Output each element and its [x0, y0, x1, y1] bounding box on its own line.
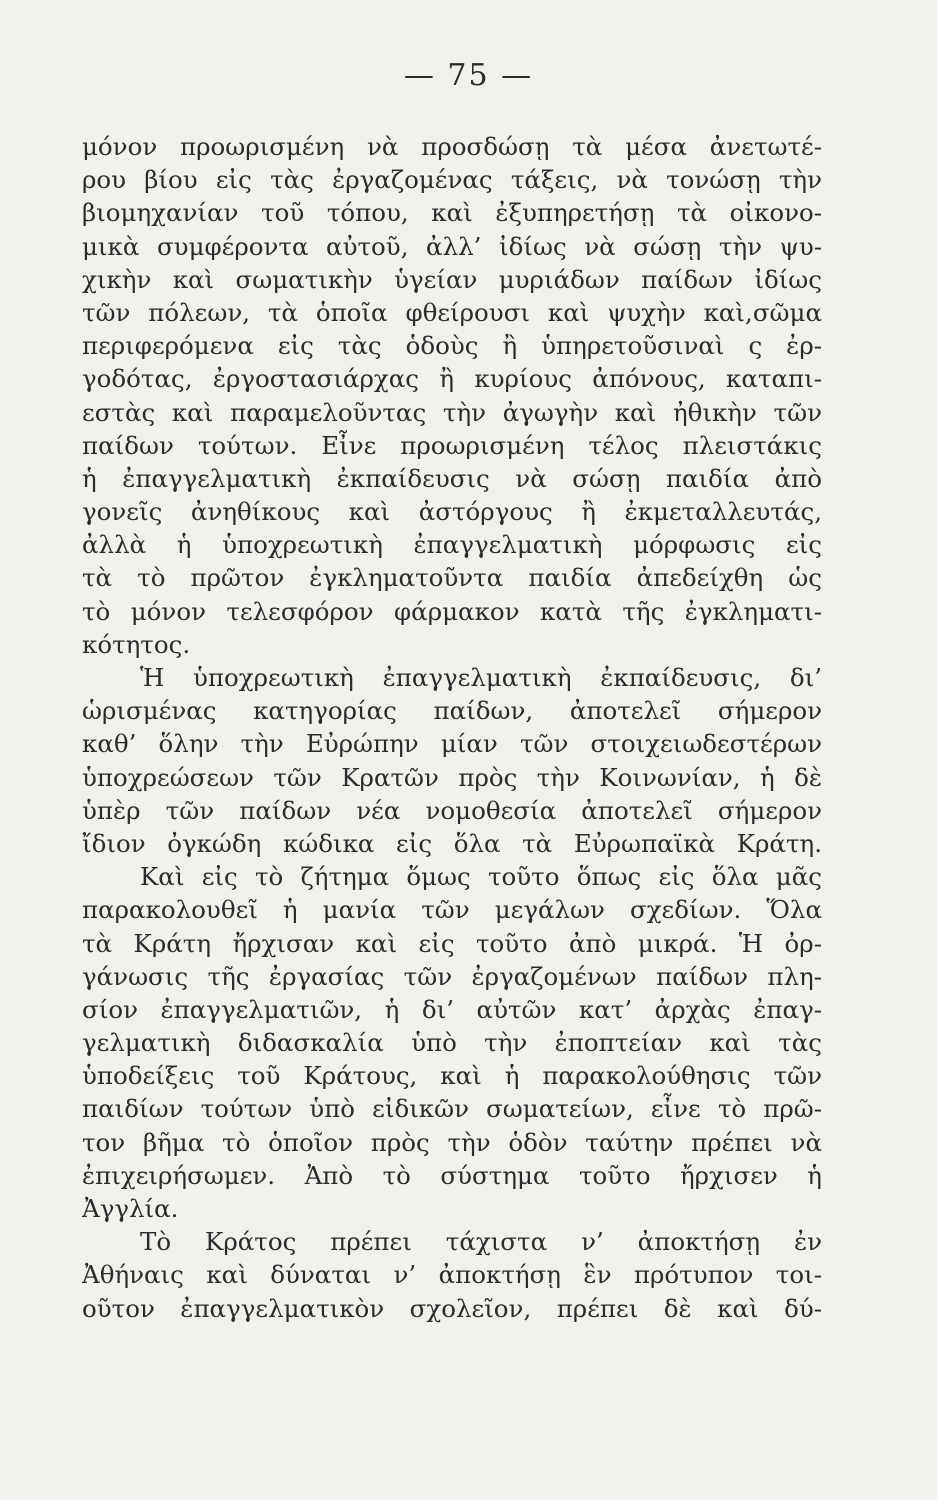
text-line: κότητος. — [82, 629, 191, 659]
text-line: περιφερόμενα εἰς τὰς ὁδοὺς ἢ ὑπηρετοῦσιναὶ ς ἐρ- — [82, 331, 822, 361]
text-line: γελματικὴ διδασκαλία ὑπὸ τὴν ἐποπτείαν καὶ τὰς — [82, 1028, 822, 1058]
text-line: ὑπὲρ τῶν παίδων νέα νομοθεσία ἀποτελεῖ σήμερον — [82, 795, 822, 825]
text-line: ὑποδείξεις τοῦ Κράτους, καὶ ἡ παρακολούθησις τῶν — [82, 1061, 822, 1091]
page-number: — 75 — — [403, 58, 534, 93]
text-line: γονεῖς ἀνηθίκους καὶ ἀστόργους ἢ ἐκμεταλλευτάς, — [82, 497, 822, 527]
text-line: χικὴν καὶ σωματικὴν ὑγείαν μυριάδων παίδων ἰδίως — [82, 264, 822, 294]
paragraph-start: Τὸ Κράτος πρέπει τάχιστα ν’ ἀποκτήσῃ ἐν — [140, 1227, 822, 1257]
text-line: ὑποχρεώσεων τῶν Κρατῶν πρὸς τὴν Κοινωνίαν, ἡ δὲ — [82, 762, 822, 792]
text-line: γοδότας, ἐργοστασιάρχας ἢ κυρίους ἀπόνους, καταπι- — [82, 364, 822, 394]
text-line: ἴδιον ὀγκώδη κώδικα εἰς ὅλα τὰ Εὐρωπαϊκὰ Κράτη. — [82, 828, 822, 858]
text-line: Ἀθήναις καὶ δύναται ν’ ἀποκτήσῃ ἓν πρότυπον τοι- — [82, 1260, 822, 1290]
text-line: τὰ Κράτη ἤρχισαν καὶ εἰς τοῦτο ἀπὸ μικρά. Ἡ ὀρ- — [82, 928, 822, 958]
text-line: γάνωσις τῆς ἐργασίας τῶν ἐργαζομένων παίδων πλη- — [82, 961, 822, 991]
text-line: οῦτον ἐπαγγελματικὸν σχολεῖον, πρέπει δὲ καὶ δύ- — [82, 1293, 822, 1323]
text-line: παρακολουθεῖ ἡ μανία τῶν μεγάλων σχεδίων. Ὅλα — [82, 895, 822, 925]
text-line: ρου βίου εἰς τὰς ἐργαζομένας τάξεις, νὰ τονώσῃ τὴν — [82, 165, 822, 195]
text-line: σίον ἐπαγγελματιῶν, ἡ δι’ αὐτῶν κατ’ ἀρχὰς ἐπαγ- — [82, 994, 822, 1024]
text-line: παιδίων τούτων ὑπὸ εἰδικῶν σωματείων, εἶνε τὸ πρῶ- — [82, 1094, 822, 1124]
text-line: παίδων τούτων. Εἶνε προωρισμένη τέλος πλειστάκις — [82, 430, 822, 460]
text-line: τῶν πόλεων, τὰ ὁποῖα φθείρουσι καὶ ψυχὴν καὶ,σῶμα — [82, 297, 822, 327]
text-line: μόνον προωρισμένη νὰ προσδώσῃ τὰ μέσα ἀνετωτέ- — [82, 132, 822, 161]
text-line: ἐπιχειρήσωμεν. Ἀπὸ τὸ σύστημα τοῦτο ἤρχισεν ἡ — [82, 1160, 822, 1190]
text-line: Ἀγγλία. — [82, 1194, 179, 1223]
text-line: ὡρισμένας κατηγορίας παίδων, ἀποτελεῖ σήμερον — [82, 696, 822, 726]
text-line: ἀλλὰ ἡ ὑποχρεωτικὴ ἐπαγγελματικὴ μόρφωσις εἰς — [82, 530, 822, 560]
text-line: τον βῆμα τὸ ὁποῖον πρὸς τὴν ὁδὸν ταύτην πρέπει νὰ — [82, 1127, 822, 1157]
text-line: καθ’ ὅλην τὴν Εὐρώπην μίαν τῶν στοιχειωδεστέρων — [82, 729, 822, 759]
paragraph-start: Καὶ εἰς τὸ ζήτημα ὅμως τοῦτο ὅπως εἰς ὅλα μᾶς — [140, 862, 822, 892]
text-line: τὰ τὸ πρῶτον ἐγκληματοῦντα παιδία ἀπεδείχθη ὡς — [82, 563, 822, 593]
text-line: τὸ μόνον τελεσφόρον φάρμακον κατὰ τῆς ἐγκληματι- — [82, 596, 822, 626]
text-line: εστὰς καὶ παραμελοῦντας τὴν ἀγωγὴν καὶ ἠθικὴν τῶν — [82, 397, 822, 427]
paragraph-start: Ἡ ὑποχρεωτικὴ ἐπαγγελματικὴ ἐκπαίδευσις, δι’ — [140, 663, 822, 692]
text-line: βιομηχανίαν τοῦ τόπου, καὶ ἐξυπηρετήσῃ τὰ οἰκονο- — [82, 198, 822, 228]
text-line: ἡ ἐπαγγελματικὴ ἐκπαίδευσις νὰ σώσῃ παιδία ἀπὸ — [82, 463, 822, 493]
body-text — [82, 130, 822, 1325]
text-line: μικὰ συμφέροντα αὐτοῦ, ἀλλ’ ἰδίως νὰ σώσῃ τὴν ψυ- — [82, 231, 822, 261]
